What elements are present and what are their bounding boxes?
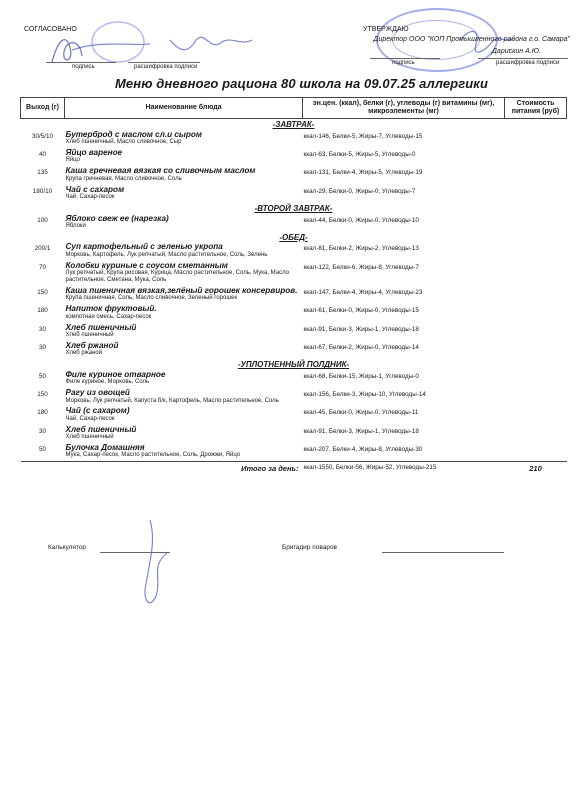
dish-cost (505, 443, 567, 462)
dish-cost (505, 148, 567, 166)
dish-yield: 50 (38, 446, 46, 454)
calculator-sign-line (100, 552, 170, 553)
dish-nutrition: ккал-156, Белки-3, Жиры-10, Углеводы-14 (303, 391, 426, 399)
section-header-row (21, 203, 567, 214)
dish-nutrition: ккал-68, Белки-15, Жиры-1, Углеводы-0 (303, 372, 419, 380)
dish-ingredients: Яблоки (65, 222, 86, 229)
dish-ingredients: Крупа гречневая, Масло сливочное, Соль (65, 175, 182, 182)
brigadier-sign-line (382, 552, 504, 553)
dish-ingredients: Филе куриное, Морковь, Соль (65, 379, 150, 386)
table-row (21, 130, 567, 148)
dish-name: Хлеб пшеничный (65, 322, 137, 332)
table-row (21, 148, 567, 166)
dish-nutrition: ккал-67, Белки-2, Жиры-0, Углеводы-14 (303, 343, 419, 351)
dish-cell (65, 148, 303, 166)
dish-cell (65, 214, 303, 232)
confirm-decode-label: расшифровка подписи (496, 60, 560, 66)
table-header-row (21, 98, 567, 119)
dish-cost (505, 185, 567, 203)
dish-name: Яйцо вареное (65, 148, 123, 157)
dish-nutrition: ккал-147, Белки-4, Жиры-4, Углеводы-23 (303, 288, 423, 296)
dish-nutrition: ккал-91, Белки-3, Жиры-1, Углеводы-18 (303, 427, 419, 435)
table-row (21, 304, 567, 322)
dish-name: Рагу из овощей (65, 388, 130, 398)
dish-ingredients: компотная смесь, Сахар-песок (65, 313, 152, 320)
dish-ingredients: Лук репчатый, Крупа рисовая, Курица, Масло растительное, Соль, Мука, Масло растительное, Сметана, Мука, Соль (65, 270, 289, 284)
director-name: Дарискин А.Ю. (492, 48, 541, 55)
table-row (21, 388, 567, 406)
dish-cost (505, 406, 567, 424)
confirm-sign-line (370, 58, 440, 59)
approved-label: СОГЛАСОВАНО (24, 26, 77, 33)
header-approved-block (24, 26, 198, 70)
dish-name: Яблоко свеж ее (нарезка) (65, 213, 169, 223)
dish-cell (65, 166, 303, 184)
dish-name: Колобки куриные с соусом сметанным (65, 260, 228, 270)
menu-table (20, 97, 567, 473)
page-title: Меню дневного рациона 80 школа на 09.07.25 аллергики (115, 76, 489, 91)
dish-yield: 30 (38, 325, 46, 333)
section-title: -ЗАВТРАК- (272, 120, 315, 130)
dish-cell (65, 341, 303, 359)
dish-cost (505, 130, 567, 148)
section-header-row (21, 119, 567, 130)
dish-yield: 70 (38, 263, 46, 271)
dish-name: Хлеб пшеничный (65, 424, 137, 434)
dish-nutrition: ккал-131, Белки-4, Жиры-5, Углеводы-19 (303, 169, 423, 177)
dish-yield: 100 (37, 216, 48, 224)
col-yield-header: Выход (г) (21, 98, 65, 119)
dish-nutrition: ккал-91, Белки-3, Жиры-1, Углеводы-18 (303, 325, 419, 333)
approved-decode-label: расшифровка подписи (134, 64, 198, 70)
dish-cell (65, 406, 303, 424)
dish-name: Бутерброд с маслом сл.и сыром (65, 129, 202, 139)
dish-cell (65, 425, 303, 443)
dish-name: Суп картофельный с зеленью укропа (65, 242, 223, 252)
approved-sign-label: подпись (72, 64, 95, 70)
dish-cost (505, 370, 567, 388)
section-title: -ОБЕД- (279, 232, 308, 242)
dish-name: Каша пшеничная вязкая,зелёный горошек консервиров. (65, 285, 298, 295)
table-row (21, 242, 567, 260)
dish-nutrition: ккал-146, Белки-5, Жиры-7, Углеводы-15 (303, 132, 423, 140)
dish-cost (505, 214, 567, 232)
dish-nutrition: ккал-29, Белки-0, Жиры-0, Углеводы-7 (303, 187, 416, 195)
dish-nutrition: ккал-81, Белки-2, Жиры-2, Углеводы-13 (303, 245, 419, 253)
dish-cell (65, 286, 303, 304)
dish-yield: 30 (38, 427, 46, 435)
dish-nutrition: ккал-44, Белки-0, Жиры-0, Углеводы-10 (303, 216, 419, 224)
dish-cost (505, 388, 567, 406)
dish-ingredients: Морковь, Картофель, Лук репчатый, Масло растительное, Соль, Зелень (65, 251, 268, 258)
table-row (21, 341, 567, 359)
dish-cell (65, 370, 303, 388)
menu-body (21, 119, 567, 474)
approved-decode-line (128, 62, 200, 63)
total-label: Итого за день: (21, 462, 303, 474)
dish-ingredients: Мука, Сахар-песок, Масло растительное, Соль, Дрожжи, Яйцо (65, 452, 241, 459)
dish-cell (65, 388, 303, 406)
dish-cell (65, 242, 303, 260)
dish-ingredients: Хлеб ржаной (65, 350, 103, 357)
table-row (21, 286, 567, 304)
dish-name: Булочка Домашняя (65, 443, 145, 453)
section-title: -ВТОРОЙ ЗАВТРАК- (254, 203, 333, 213)
table-row (21, 406, 567, 424)
col-nutrition-header: эн.цен. (ккал), белки (г), углеводы (г) витамины (мг), микроэлементы (мг) (303, 98, 505, 119)
dish-cost (505, 341, 567, 359)
section-title: -УПЛОТНЕННЫЙ ПОЛДНИК- (237, 360, 350, 370)
dish-cost (505, 261, 567, 286)
dish-cell (65, 443, 303, 462)
table-row (21, 214, 567, 232)
total-cost: 210 (505, 462, 567, 474)
section-header-row (21, 359, 567, 370)
confirm-decode-line (478, 58, 568, 59)
dish-ingredients: Хлеб пшеничный, Масло сливочное, Сыр (65, 139, 182, 146)
table-row (21, 323, 567, 341)
dish-nutrition: ккал-45, Белки-0, Жиры-0, Углеводы-11 (303, 409, 419, 417)
table-row (21, 370, 567, 388)
table-row (21, 166, 567, 184)
dish-yield: 40 (38, 151, 46, 158)
dish-name: Филе куриное отварное (65, 369, 166, 379)
calculator-label: Калькулятор (48, 544, 87, 551)
director-position: Директор ООО "КОП Промышленного района г.о. Самара" (373, 36, 570, 43)
approved-sign-line (46, 62, 116, 63)
dish-cell (65, 185, 303, 203)
dish-yield: 180 (37, 307, 48, 315)
dish-cell (65, 304, 303, 322)
brigadier-label: Бригадир поваров (282, 544, 338, 551)
table-row (21, 261, 567, 286)
dish-name: Чай с сахаром (65, 184, 125, 194)
dish-yield: 135 (37, 169, 48, 177)
dish-nutrition: ккал-207, Белки-4, Жиры-8, Углеводы-30 (303, 446, 423, 454)
dish-cell (65, 261, 303, 286)
dish-cell (65, 323, 303, 341)
dish-cost (505, 304, 567, 322)
dish-yield: 30 (38, 343, 46, 351)
dish-name: Каша гречневая вязкая со сливочным маслом (65, 166, 256, 176)
col-cost-header: Стоимость питания (руб) (505, 98, 567, 119)
dish-yield: 50 (38, 372, 46, 380)
confirm-label: УТВЕРЖДАЮ (363, 26, 409, 33)
col-name-header: Наименование блюда (65, 98, 303, 119)
dish-yield: 150 (37, 391, 48, 399)
dish-ingredients: Чай, Сахар-песок (65, 194, 115, 201)
dish-cost (505, 286, 567, 304)
dish-ingredients: Хлеб пшеничный (65, 434, 114, 441)
menu-table-wrap (20, 97, 566, 473)
dish-yield: 180 (37, 409, 48, 417)
table-row (21, 425, 567, 443)
dish-cell (65, 130, 303, 148)
dish-ingredients: Морковь, Лук репчатый, Капуста б/к, Картофель, Масло растительное, Соль (65, 397, 279, 404)
dish-name: Чай (с сахаром) (65, 406, 130, 416)
dish-cost (505, 323, 567, 341)
dish-nutrition: ккал-63, Белки-5, Жиры-5, Углеводы-0 (303, 151, 416, 158)
confirm-sign-label: подпись (392, 60, 415, 66)
dish-yield: 150 (37, 288, 48, 296)
dish-ingredients: Чай, Сахар-песок (65, 415, 115, 422)
total-row (21, 462, 567, 474)
table-row (21, 185, 567, 203)
dish-ingredients: Яйцо (65, 157, 80, 164)
dish-ingredients: Крупа пшеничная, Соль, Масло сливочное, Зеленый горошек (65, 295, 238, 302)
dish-ingredients: Хлеб пшеничный (65, 332, 114, 338)
dish-nutrition: ккал-122, Белки-6, Жиры-8, Углеводы-7 (303, 263, 419, 271)
dish-cost (505, 166, 567, 184)
dish-cost (505, 425, 567, 443)
dish-cost (505, 242, 567, 260)
dish-name: Напиток фруктовый. (65, 304, 157, 314)
total-nutrition: ккал-1550, Белки-56, Жиры-52, Углеводы-215 (303, 462, 505, 474)
table-row (21, 443, 567, 462)
dish-yield: 30/5/10 (31, 132, 53, 140)
section-header-row (21, 232, 567, 243)
dish-name: Хлеб ржаной (65, 340, 119, 350)
dish-yield: 180/10 (32, 187, 53, 195)
dish-nutrition: ккал-61, Белки-0, Жиры-0, Углеводы-15 (303, 307, 419, 315)
dish-yield: 200/1 (34, 245, 51, 253)
